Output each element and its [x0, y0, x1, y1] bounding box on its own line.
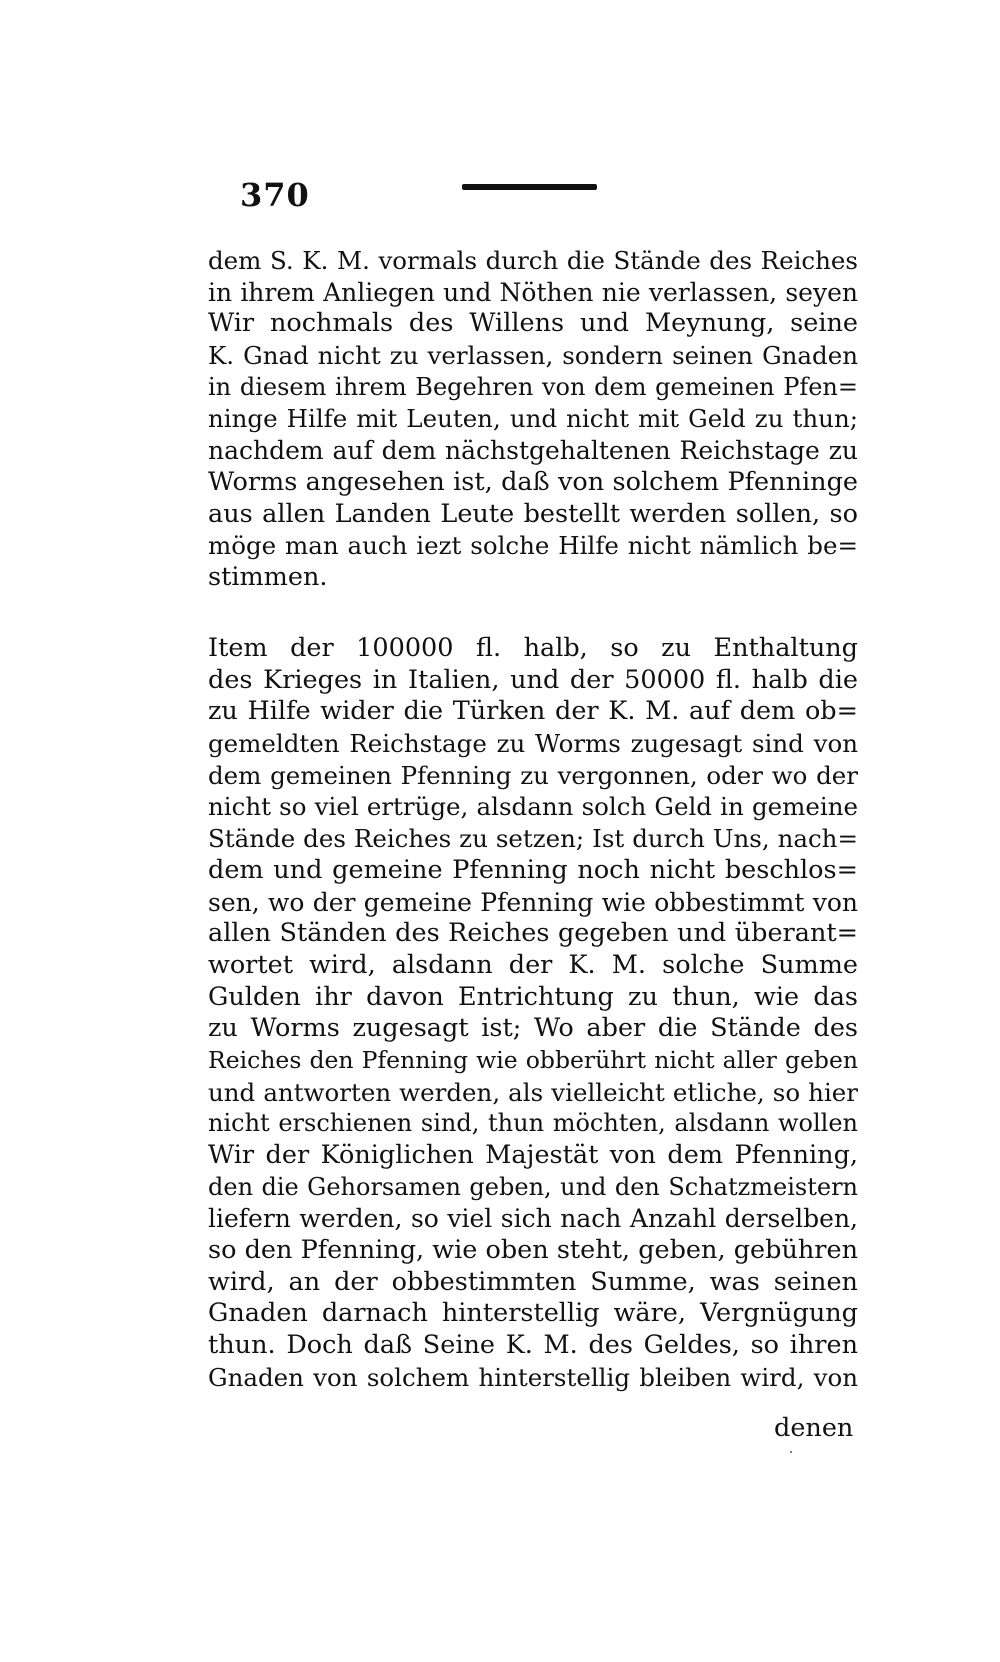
text-line: ninge Hilfe mit Leuten, und nicht mit Geld zu thun;: [208, 404, 858, 434]
text-line: so den Pfenning, wie oben steht, geben, gebühren: [208, 1235, 858, 1266]
text-line: in ihrem Anliegen und Nöthen nie verlassen, seyen: [208, 277, 858, 307]
text-line: thun. Doch daß Seine K. M. des Geldes, so ihren: [208, 1330, 858, 1361]
text-line: K. Gnad nicht zu verlassen, sondern seinen Gnaden: [208, 341, 858, 371]
header-rule: [462, 184, 597, 190]
text-line: Item der 100000 fl. halb, so zu Enthaltung: [208, 633, 858, 663]
text-line: sen, wo der gemeine Pfenning wie obbestimmt von: [208, 887, 858, 917]
text-line: gemeldten Reichstage zu Worms zugesagt sind von: [208, 729, 858, 759]
text-line: Gulden ihr davon Entrichtung zu thun, wie das: [208, 981, 858, 1012]
text-line: und antworten werden, als vielleicht etliche, so hier: [208, 1077, 858, 1107]
text-line: Wir der Königlichen Majestät von dem Pfenning,: [208, 1140, 858, 1170]
page-number: 370: [240, 176, 310, 214]
catchword: denen: [774, 1413, 854, 1443]
text-line: aus allen Landen Leute bestellt werden sollen, so: [208, 498, 858, 529]
text-line: möge man auch iezt solche Hilfe nicht nämlich be=: [208, 531, 858, 561]
text-line: nicht so viel ertrüge, alsdann solch Geld in gemeine: [208, 792, 858, 822]
text-line: in diesem ihrem Begehren von dem gemeinen Pfen=: [208, 372, 858, 401]
text-line: wortet wird, alsdann der K. M. solche Summe: [208, 949, 858, 980]
text-line: wird, an der obbestimmten Summe, was seinen: [208, 1266, 858, 1297]
text-line: des Krieges in Italien, und der 50000 fl. halb die: [208, 664, 858, 695]
text-line: den die Gehorsamen geben, und den Schatzmeistern: [208, 1172, 858, 1201]
paragraph-2: [208, 633, 858, 1394]
text-line: dem gemeinen Pfenning zu vergonnen, oder wo der: [208, 760, 858, 790]
text-line: Gnaden von solchem hinterstellig bleiben wird, von: [208, 1362, 858, 1392]
text-line: Stände des Reiches zu setzen; Ist durch Uns, nach=: [208, 824, 858, 854]
text-line: Wir nochmals des Willens und Meynung, seine: [208, 308, 858, 339]
text-line: Worms angesehen ist, daß von solchem Pfenninge: [208, 466, 858, 497]
text-line: dem S. K. M. vormals durch die Stände des Reiches: [208, 246, 858, 275]
text-line: dem und gemeine Pfenning noch nicht beschlos=: [208, 854, 858, 885]
text-line: allen Ständen des Reiches gegeben und überant=: [208, 918, 858, 949]
text-line: zu Worms zugesagt ist; Wo aber die Stände des: [208, 1013, 858, 1044]
text-line: zu Hilfe wider die Türken der K. M. auf dem ob=: [208, 696, 858, 727]
paper-speck: [790, 1451, 792, 1453]
text-line: nachdem auf dem nächstgehaltenen Reichstage zu: [208, 436, 858, 466]
text-line: Gnaden darnach hinterstellig wäre, Vergnügung: [208, 1298, 858, 1329]
text-line: liefern werden, so viel sich nach Anzahl derselben,: [208, 1204, 858, 1234]
paragraph-1: [208, 245, 858, 594]
text-line: Reiches den Pfenning wie obberührt nicht aller geben: [208, 1045, 858, 1074]
text-line: stimmen.: [208, 561, 328, 592]
text-line: nicht erschienen sind, thun möchten, alsdann wollen: [208, 1109, 858, 1138]
